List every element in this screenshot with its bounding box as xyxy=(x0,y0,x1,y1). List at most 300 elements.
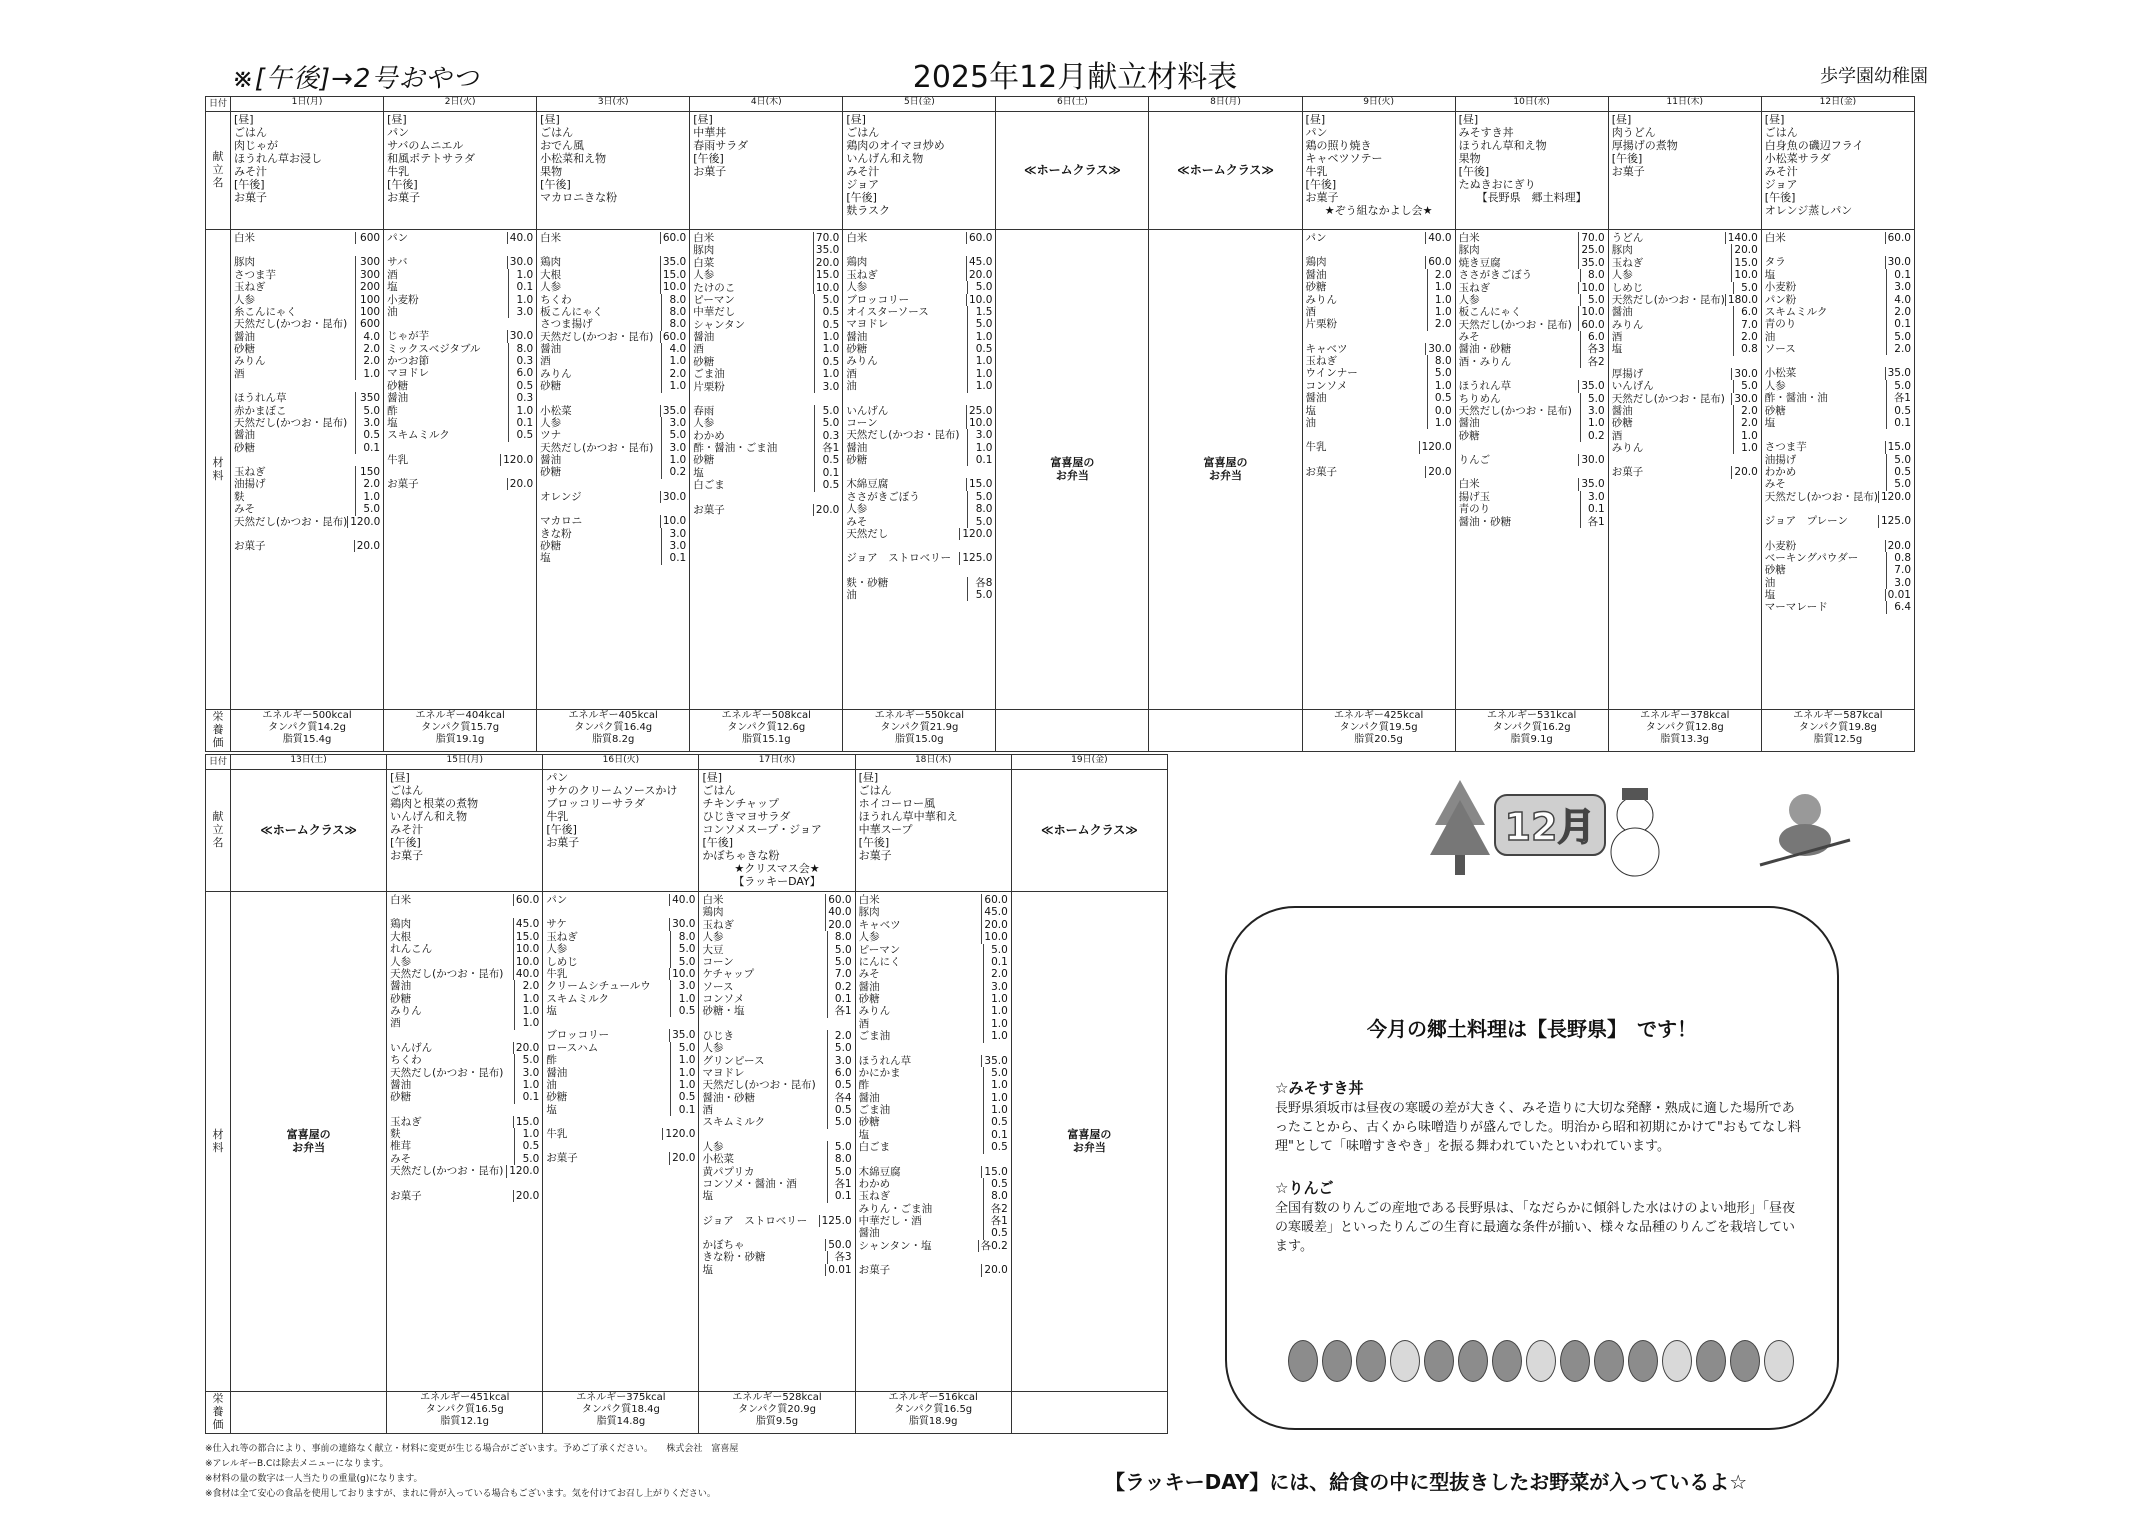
ingredient-name: 中華だし・酒 xyxy=(858,1215,922,1227)
spacer xyxy=(546,906,695,918)
ingredient-quantity: 10.0 xyxy=(513,956,539,968)
ingredient-row xyxy=(693,306,839,318)
menu-item: お菓子 xyxy=(387,190,421,204)
ingredient-quantity: 5.0 xyxy=(355,503,380,515)
ingredient-name: きな粉 xyxy=(540,527,572,540)
ingredient-quantity: 8.0 xyxy=(1427,355,1452,367)
ingredient-name: 酒 xyxy=(702,1104,713,1116)
ingredient-name: 豚肉 xyxy=(1611,244,1633,257)
ingredient-row xyxy=(693,319,839,331)
ingredient-quantity: 各2 xyxy=(1580,356,1605,368)
ingredient-quantity: 4.0 xyxy=(1886,294,1911,306)
menu-item: 牛乳 xyxy=(387,164,410,178)
ingredient-quantity: 20.0 xyxy=(813,257,839,269)
ingredient-quantity: 30.0 xyxy=(507,330,533,342)
ingredient-quantity: 3.0 xyxy=(508,306,533,318)
date-cell: 4日(木) xyxy=(690,97,843,112)
ingredient-row xyxy=(540,355,686,367)
spacer xyxy=(390,906,539,918)
menu-item: ごはん xyxy=(702,783,736,797)
ingredient-name: いんげん xyxy=(846,404,889,417)
ingredient-quantity: 120.0 xyxy=(347,516,380,528)
ingredient-quantity: 0.8 xyxy=(1733,343,1758,355)
ingredient-row xyxy=(702,1104,851,1116)
ingredient-name: 天然だし(かつお・昆布) xyxy=(1611,392,1725,405)
footnote-3: ※材料の量の数字は一人当たりの重量(g)になります。 xyxy=(205,1474,423,1484)
ingredient-name: 油 xyxy=(846,589,857,601)
menu-item: [昼] xyxy=(1611,113,1632,126)
ingredient-row xyxy=(1765,256,1911,268)
ingredient-row xyxy=(234,405,380,417)
ingredient-name: ウインナー xyxy=(1305,367,1358,380)
ingredient-row xyxy=(1765,343,1911,355)
ingredient-row xyxy=(1306,392,1452,404)
ingredient-quantity: 5.0 xyxy=(827,1141,852,1153)
menu-table-week3 xyxy=(205,754,1168,1434)
ingredient-row xyxy=(1459,405,1605,417)
month-badge: 12月 xyxy=(1504,805,1596,849)
menu-item: [昼] xyxy=(540,113,560,126)
spacer xyxy=(546,1140,695,1152)
ingredient-quantity: 1.0 xyxy=(514,1017,539,1029)
fat-value: 脂質19.1g xyxy=(435,733,485,745)
ingredient-name: 天然だし(かつお・昆布) xyxy=(390,1165,504,1178)
spacer xyxy=(1459,368,1605,380)
ingredient-name: 片栗粉 xyxy=(1305,318,1338,331)
ingredient-name: 鶏肉 xyxy=(846,256,868,269)
ingredient-name: 天然だし(かつお・昆布) xyxy=(234,515,348,528)
menu-cell xyxy=(1011,770,1167,892)
ingredient-name: りんご xyxy=(1458,454,1491,466)
ingredient-row xyxy=(234,318,380,330)
ingredient-row xyxy=(387,405,533,417)
protein-value: タンパク質16.5g xyxy=(894,1403,973,1415)
menu-item: ごはん xyxy=(858,783,892,797)
ingredient-quantity: 7.0 xyxy=(1886,564,1911,576)
protein-value: タンパク質12.8g xyxy=(1645,721,1724,733)
ingredient-row xyxy=(859,1203,1008,1215)
event-label: ★ぞう組なかよし会★ xyxy=(1324,203,1433,217)
event-label: 【長野県 郷土料理】 xyxy=(1476,190,1587,204)
apple-icon xyxy=(1526,1340,1556,1382)
ingredient-name: オレンジ xyxy=(540,490,582,503)
ingredient-row xyxy=(859,1264,1008,1276)
menu-item: 小松菜和え物 xyxy=(540,151,607,165)
local-food-item-apple xyxy=(1275,1178,1805,1256)
spacer xyxy=(234,454,380,466)
ingredient-name: ミックスベジタブル xyxy=(387,342,481,355)
ingredient-row xyxy=(702,1251,851,1263)
ingredient-row xyxy=(540,331,686,343)
spacer xyxy=(387,466,533,478)
ingredient-row xyxy=(540,552,686,564)
ingredient-name: 醤油 xyxy=(234,330,255,343)
ingredient-quantity: 15.0 xyxy=(660,269,686,281)
materials-cell xyxy=(384,230,537,710)
ingredient-name: 砂糖 xyxy=(546,1091,568,1104)
ingredient-quantity: 0.2 xyxy=(661,466,686,478)
ingredient-row xyxy=(693,282,839,294)
ingredient-name: ロースハム xyxy=(546,1041,599,1054)
ingredient-quantity: 3.0 xyxy=(967,429,992,441)
ingredient-name: 玉ねぎ xyxy=(858,1190,891,1203)
ingredient-row xyxy=(540,294,686,306)
ingredient-quantity: 10.0 xyxy=(966,294,992,306)
ingredient-row xyxy=(1765,466,1911,478)
materials-cell xyxy=(1302,230,1455,710)
ingredient-name: 酒 xyxy=(390,1017,401,1030)
ingredient-quantity: 0.5 xyxy=(814,454,839,466)
ingredient-quantity: 150 xyxy=(355,466,380,478)
ingredient-quantity: 0.1 xyxy=(1886,318,1911,330)
ingredient-name: キャベツ xyxy=(1305,342,1348,355)
nutrition-cell xyxy=(843,710,996,752)
menu-cell xyxy=(1302,112,1455,230)
date-cell: 12日(金) xyxy=(1761,97,1914,112)
menu-item: お菓子 xyxy=(390,848,424,862)
ingredient-quantity: 45.0 xyxy=(981,906,1007,918)
menu-item: 白身魚の磯辺フライ xyxy=(1764,138,1864,152)
ingredient-row xyxy=(859,1141,1008,1153)
ingredient-name: 油揚げ xyxy=(1764,453,1797,466)
ingredient-quantity: 60.0 xyxy=(1425,256,1451,268)
ingredient-name: ささがきごぼう xyxy=(1458,269,1533,282)
ingredient-name: みりん・ごま油 xyxy=(858,1202,933,1215)
date-cell: 10日(水) xyxy=(1455,97,1608,112)
ingredient-quantity: 0.5 xyxy=(814,356,839,368)
ingredient-quantity: 5.0 xyxy=(514,1153,539,1165)
ingredient-name: 天然だし(かつお・昆布) xyxy=(846,429,960,442)
ingredient-name: お菓子 xyxy=(1611,466,1644,479)
date-cell: 18日(木) xyxy=(855,755,1011,770)
ingredient-row xyxy=(540,417,686,429)
ingredient-name: 酒 xyxy=(387,268,398,281)
ingredient-name: 醤油・砂糖 xyxy=(1458,515,1512,528)
ingredient-quantity: 600 xyxy=(355,232,380,244)
spacer xyxy=(1459,466,1605,478)
ingredient-quantity: 0.5 xyxy=(814,306,839,318)
ingredient-row xyxy=(846,491,992,503)
spacer xyxy=(846,244,992,256)
ingredient-quantity: 1.0 xyxy=(983,1030,1008,1042)
ingredient-quantity: 6.4 xyxy=(1886,601,1911,613)
spacer xyxy=(387,318,533,330)
ingredient-name: 塩 xyxy=(387,281,398,294)
ingredient-quantity: 0.1 xyxy=(1886,269,1911,281)
ingredient-quantity: 1.0 xyxy=(670,1054,695,1066)
nutrition-cell xyxy=(1011,1392,1167,1434)
ingredient-quantity: 8.0 xyxy=(670,931,695,943)
ingredient-quantity: 1.0 xyxy=(1427,294,1452,306)
ingredient-quantity: 0.5 xyxy=(1886,466,1911,478)
menu-cell xyxy=(855,770,1011,892)
ingredient-quantity: 6.0 xyxy=(1733,306,1758,318)
ingredient-quantity: 1.0 xyxy=(1427,306,1452,318)
ingredient-row xyxy=(846,294,992,306)
ingredient-quantity: 0.1 xyxy=(827,1190,852,1202)
ingredient-quantity: 20.0 xyxy=(1425,466,1451,478)
ingredient-row xyxy=(387,306,533,318)
ingredient-row xyxy=(702,931,851,943)
ingredient-name: 油 xyxy=(387,305,398,318)
menu-item: パン xyxy=(1305,125,1328,139)
ingredient-quantity: 5.0 xyxy=(814,417,839,429)
ingredient-row xyxy=(846,429,992,441)
menu-cell xyxy=(543,770,699,892)
ingredient-name: みそ xyxy=(234,503,255,516)
ingredient-name: 砂糖 xyxy=(390,1091,412,1104)
ingredient-row xyxy=(859,1129,1008,1141)
apple-title: ☆りんご xyxy=(1275,1179,1334,1197)
menu-item: キャベツソテー xyxy=(1305,151,1383,165)
ingredient-row xyxy=(390,1153,539,1165)
ingredient-row xyxy=(1459,306,1605,318)
ingredient-name: スキムミルク xyxy=(1764,305,1828,318)
ingredient-row xyxy=(702,993,851,1005)
ingredient-name: 豚肉 xyxy=(1458,244,1480,257)
ingredient-row xyxy=(540,368,686,380)
ingredient-name: 酒 xyxy=(846,367,857,380)
ingredient-name: 醤油 xyxy=(546,1066,568,1079)
ingredient-name: 醤油 xyxy=(234,429,255,442)
ingredient-row xyxy=(390,1165,539,1177)
ingredient-quantity: 1.0 xyxy=(1733,430,1758,442)
ingredient-name: 酢・醤油・ごま油 xyxy=(693,442,778,454)
ingredient-name: 天然だし(かつお・昆布) xyxy=(390,1066,504,1079)
ingredient-name: 玉ねぎ xyxy=(1611,256,1644,269)
ingredient-row xyxy=(1306,318,1452,330)
menu-item: ひじきマヨサラダ xyxy=(702,809,791,823)
ingredient-quantity: 0.0 xyxy=(1427,405,1452,417)
ingredient-name: 油揚げ xyxy=(234,478,266,491)
ingredient-row xyxy=(540,269,686,281)
ingredient-row xyxy=(546,956,695,968)
ingredient-name: 砂糖 xyxy=(846,454,868,466)
ingredient-quantity: 30.0 xyxy=(1885,256,1911,268)
ingredient-quantity: 20.0 xyxy=(669,1152,695,1164)
ingredient-row xyxy=(387,294,533,306)
ingredient-row xyxy=(387,343,533,355)
ingredient-name: 小松菜 xyxy=(540,404,572,417)
menu-item: チキンチャップ xyxy=(702,796,780,810)
ingredient-name: みりん xyxy=(858,1005,891,1018)
ingredient-quantity: 2.0 xyxy=(827,1030,852,1042)
ingredient-row xyxy=(1765,232,1911,244)
ingredient-row xyxy=(1459,491,1605,503)
ingredient-row xyxy=(1765,405,1911,417)
ingredient-name: マカロニ xyxy=(540,515,583,528)
ingredient-row xyxy=(702,956,851,968)
ingredient-row xyxy=(702,1067,851,1079)
ingredient-quantity: 5.0 xyxy=(827,1116,852,1128)
ingredient-row xyxy=(387,367,533,379)
ingredient-name: マヨドレ xyxy=(846,318,889,331)
ingredient-name: 砂糖 xyxy=(540,539,562,552)
ingredient-quantity: 0.2 xyxy=(827,981,852,993)
ingredient-quantity: 3.0 xyxy=(661,528,686,540)
menu-item: みそすき丼 xyxy=(1458,125,1514,139)
spacer xyxy=(234,244,380,256)
local-food-heading: 今月の郷土料理は【長野県】 です！ xyxy=(1367,1017,1697,1041)
protein-value: タンパク質21.9g xyxy=(880,721,959,733)
ingredient-name: 中華だし xyxy=(693,306,736,319)
ingredient-quantity: 0.5 xyxy=(983,1227,1008,1239)
menu-item: パン xyxy=(387,125,410,139)
ingredient-quantity: 30.0 xyxy=(1731,393,1757,405)
ingredient-name: 天然だし(かつお・昆布) xyxy=(1764,490,1878,503)
ingredient-row xyxy=(859,1030,1008,1042)
ingredient-quantity: 5.0 xyxy=(967,491,992,503)
ingredient-row xyxy=(846,442,992,454)
ingredient-quantity: 1.0 xyxy=(983,1018,1008,1030)
menu-item: みそ汁 xyxy=(846,164,880,178)
date-cell: 13日(土) xyxy=(231,755,387,770)
ingredient-name: 酒 xyxy=(693,343,704,356)
ingredient-quantity: 60.0 xyxy=(1885,232,1911,244)
menu-item: サケのクリームソースかけ xyxy=(546,783,678,797)
ingredient-name: ちくわ xyxy=(540,293,572,306)
ingredient-name: 人参 xyxy=(693,269,715,282)
ingredient-row xyxy=(702,1239,851,1251)
ingredient-name: みりん xyxy=(1611,442,1644,454)
page-title: 2025年12月献立材料表 xyxy=(912,60,1238,95)
ingredient-row xyxy=(846,528,992,540)
spacer xyxy=(1765,429,1911,441)
ingredient-row xyxy=(390,1042,539,1054)
apple-icon xyxy=(1628,1340,1658,1382)
ingredient-name: ソース xyxy=(702,980,734,993)
ingredient-quantity: 1.0 xyxy=(355,368,380,380)
ingredient-quantity: 10.0 xyxy=(669,968,695,980)
ingredient-name: コーン xyxy=(702,955,734,968)
ingredient-name: 酢・醤油・油 xyxy=(1764,392,1828,405)
ingredient-row xyxy=(859,968,1008,980)
materials-row xyxy=(206,230,1915,710)
ingredient-row xyxy=(234,256,380,268)
ingredient-name: 人参 xyxy=(858,931,880,944)
spacer xyxy=(1306,331,1452,343)
ingredient-quantity: 0.1 xyxy=(355,442,380,454)
ingredient-name: 醤油 xyxy=(846,330,868,343)
ingredient-quantity: 40.0 xyxy=(513,968,539,980)
protein-value: タンパク質19.5g xyxy=(1339,721,1418,733)
ingredient-row xyxy=(859,1178,1008,1190)
ingredient-quantity: 5.0 xyxy=(355,405,380,417)
ingredient-row xyxy=(859,956,1008,968)
spacer xyxy=(846,565,992,577)
ingredient-row xyxy=(540,515,686,527)
ingredient-row xyxy=(859,981,1008,993)
protein-value: タンパク質16.2g xyxy=(1492,721,1571,733)
menu-cell xyxy=(690,112,843,230)
ingredient-name: 人参 xyxy=(546,943,568,956)
ingredient-quantity: 1.0 xyxy=(1427,380,1452,392)
ingredient-name: 牛乳 xyxy=(387,453,409,466)
ingredient-name: 鶏肉 xyxy=(540,256,562,269)
menu-item: お菓子 xyxy=(693,164,727,178)
ingredient-name: 大豆 xyxy=(702,943,724,956)
ingredient-name: お菓子 xyxy=(546,1152,578,1165)
ingredient-quantity: 5.0 xyxy=(983,1067,1008,1079)
ingredient-row xyxy=(234,306,380,318)
nutrition-cell xyxy=(690,710,843,752)
ingredient-quantity: 20.0 xyxy=(825,919,851,931)
ingredient-name: 砂糖 xyxy=(858,1116,880,1129)
ingredient-quantity: 10.0 xyxy=(513,943,539,955)
ingredient-quantity: 120.0 xyxy=(959,528,992,540)
fat-value: 脂質20.5g xyxy=(1354,733,1403,745)
ingredient-quantity: 2.0 xyxy=(1733,417,1758,429)
ingredient-row xyxy=(1765,392,1911,404)
ingredient-name: みそ xyxy=(1764,478,1786,491)
ingredient-row xyxy=(1612,466,1758,478)
ingredient-quantity: 1.0 xyxy=(967,355,992,367)
ingredient-row xyxy=(1765,478,1911,490)
ingredient-row xyxy=(546,1152,695,1164)
date-cell: 6日(土) xyxy=(996,97,1149,112)
ingredient-row xyxy=(387,417,533,429)
apple-icon xyxy=(1492,1340,1522,1382)
ingredient-quantity: 50.0 xyxy=(825,1239,851,1251)
ingredient-row xyxy=(1612,282,1758,294)
ingredient-name: 人参 xyxy=(540,416,562,429)
menu-item: [午後] xyxy=(1305,177,1337,191)
protein-value: タンパク質15.7g xyxy=(421,721,500,733)
ingredient-row xyxy=(546,993,695,1005)
ingredient-row xyxy=(234,466,380,478)
menu-item: お菓子 xyxy=(1611,164,1645,178)
menu-item: お菓子 xyxy=(234,190,267,204)
menu-label: 献 立 名 xyxy=(206,770,231,892)
ingredient-row xyxy=(387,269,533,281)
menu-item: [午後] xyxy=(234,177,265,191)
ingredient-name: しめじ xyxy=(1611,281,1644,294)
ingredient-quantity: 300 xyxy=(355,269,380,281)
materials-row xyxy=(206,892,1168,1392)
menu-item: かぼちゃきな粉 xyxy=(702,848,780,862)
energy-value: エネルギー587kcal xyxy=(1793,710,1883,721)
ingredient-quantity: 0.5 xyxy=(983,1141,1008,1153)
ingredient-row xyxy=(693,442,839,454)
ingredient-row xyxy=(1459,478,1605,490)
ingredient-name: みそ xyxy=(390,1152,412,1165)
ingredient-name: 厚揚げ xyxy=(1611,367,1644,380)
nutrition-cell xyxy=(1455,710,1608,752)
ingredient-row xyxy=(846,306,992,318)
ingredient-name: 玉ねぎ xyxy=(702,918,734,931)
ingredient-name: 板こんにゃく xyxy=(540,305,603,318)
ingredient-quantity: 0.1 xyxy=(983,1129,1008,1141)
ingredient-row xyxy=(1765,281,1911,293)
ingredient-quantity: 2.0 xyxy=(1886,343,1911,355)
ingredient-row xyxy=(859,1215,1008,1227)
ingredient-quantity: 10.0 xyxy=(660,515,686,527)
ingredient-name: 大根 xyxy=(540,268,562,281)
spacer xyxy=(387,442,533,454)
materials-cell xyxy=(537,230,690,710)
ingredient-name: 天然だし(かつお・昆布) xyxy=(540,441,654,454)
ingredient-row xyxy=(387,355,533,367)
ingredient-row xyxy=(390,1140,539,1152)
ingredient-quantity: 350 xyxy=(355,392,380,404)
ingredient-quantity: 各4 xyxy=(827,1092,852,1104)
date-row xyxy=(206,97,1915,112)
ingredient-quantity: 10.0 xyxy=(660,281,686,293)
ingredient-row xyxy=(1765,552,1911,564)
date-label: 日付 xyxy=(206,97,231,112)
ingredient-name: 塩 xyxy=(387,416,398,429)
ingredient-row xyxy=(1765,441,1911,453)
